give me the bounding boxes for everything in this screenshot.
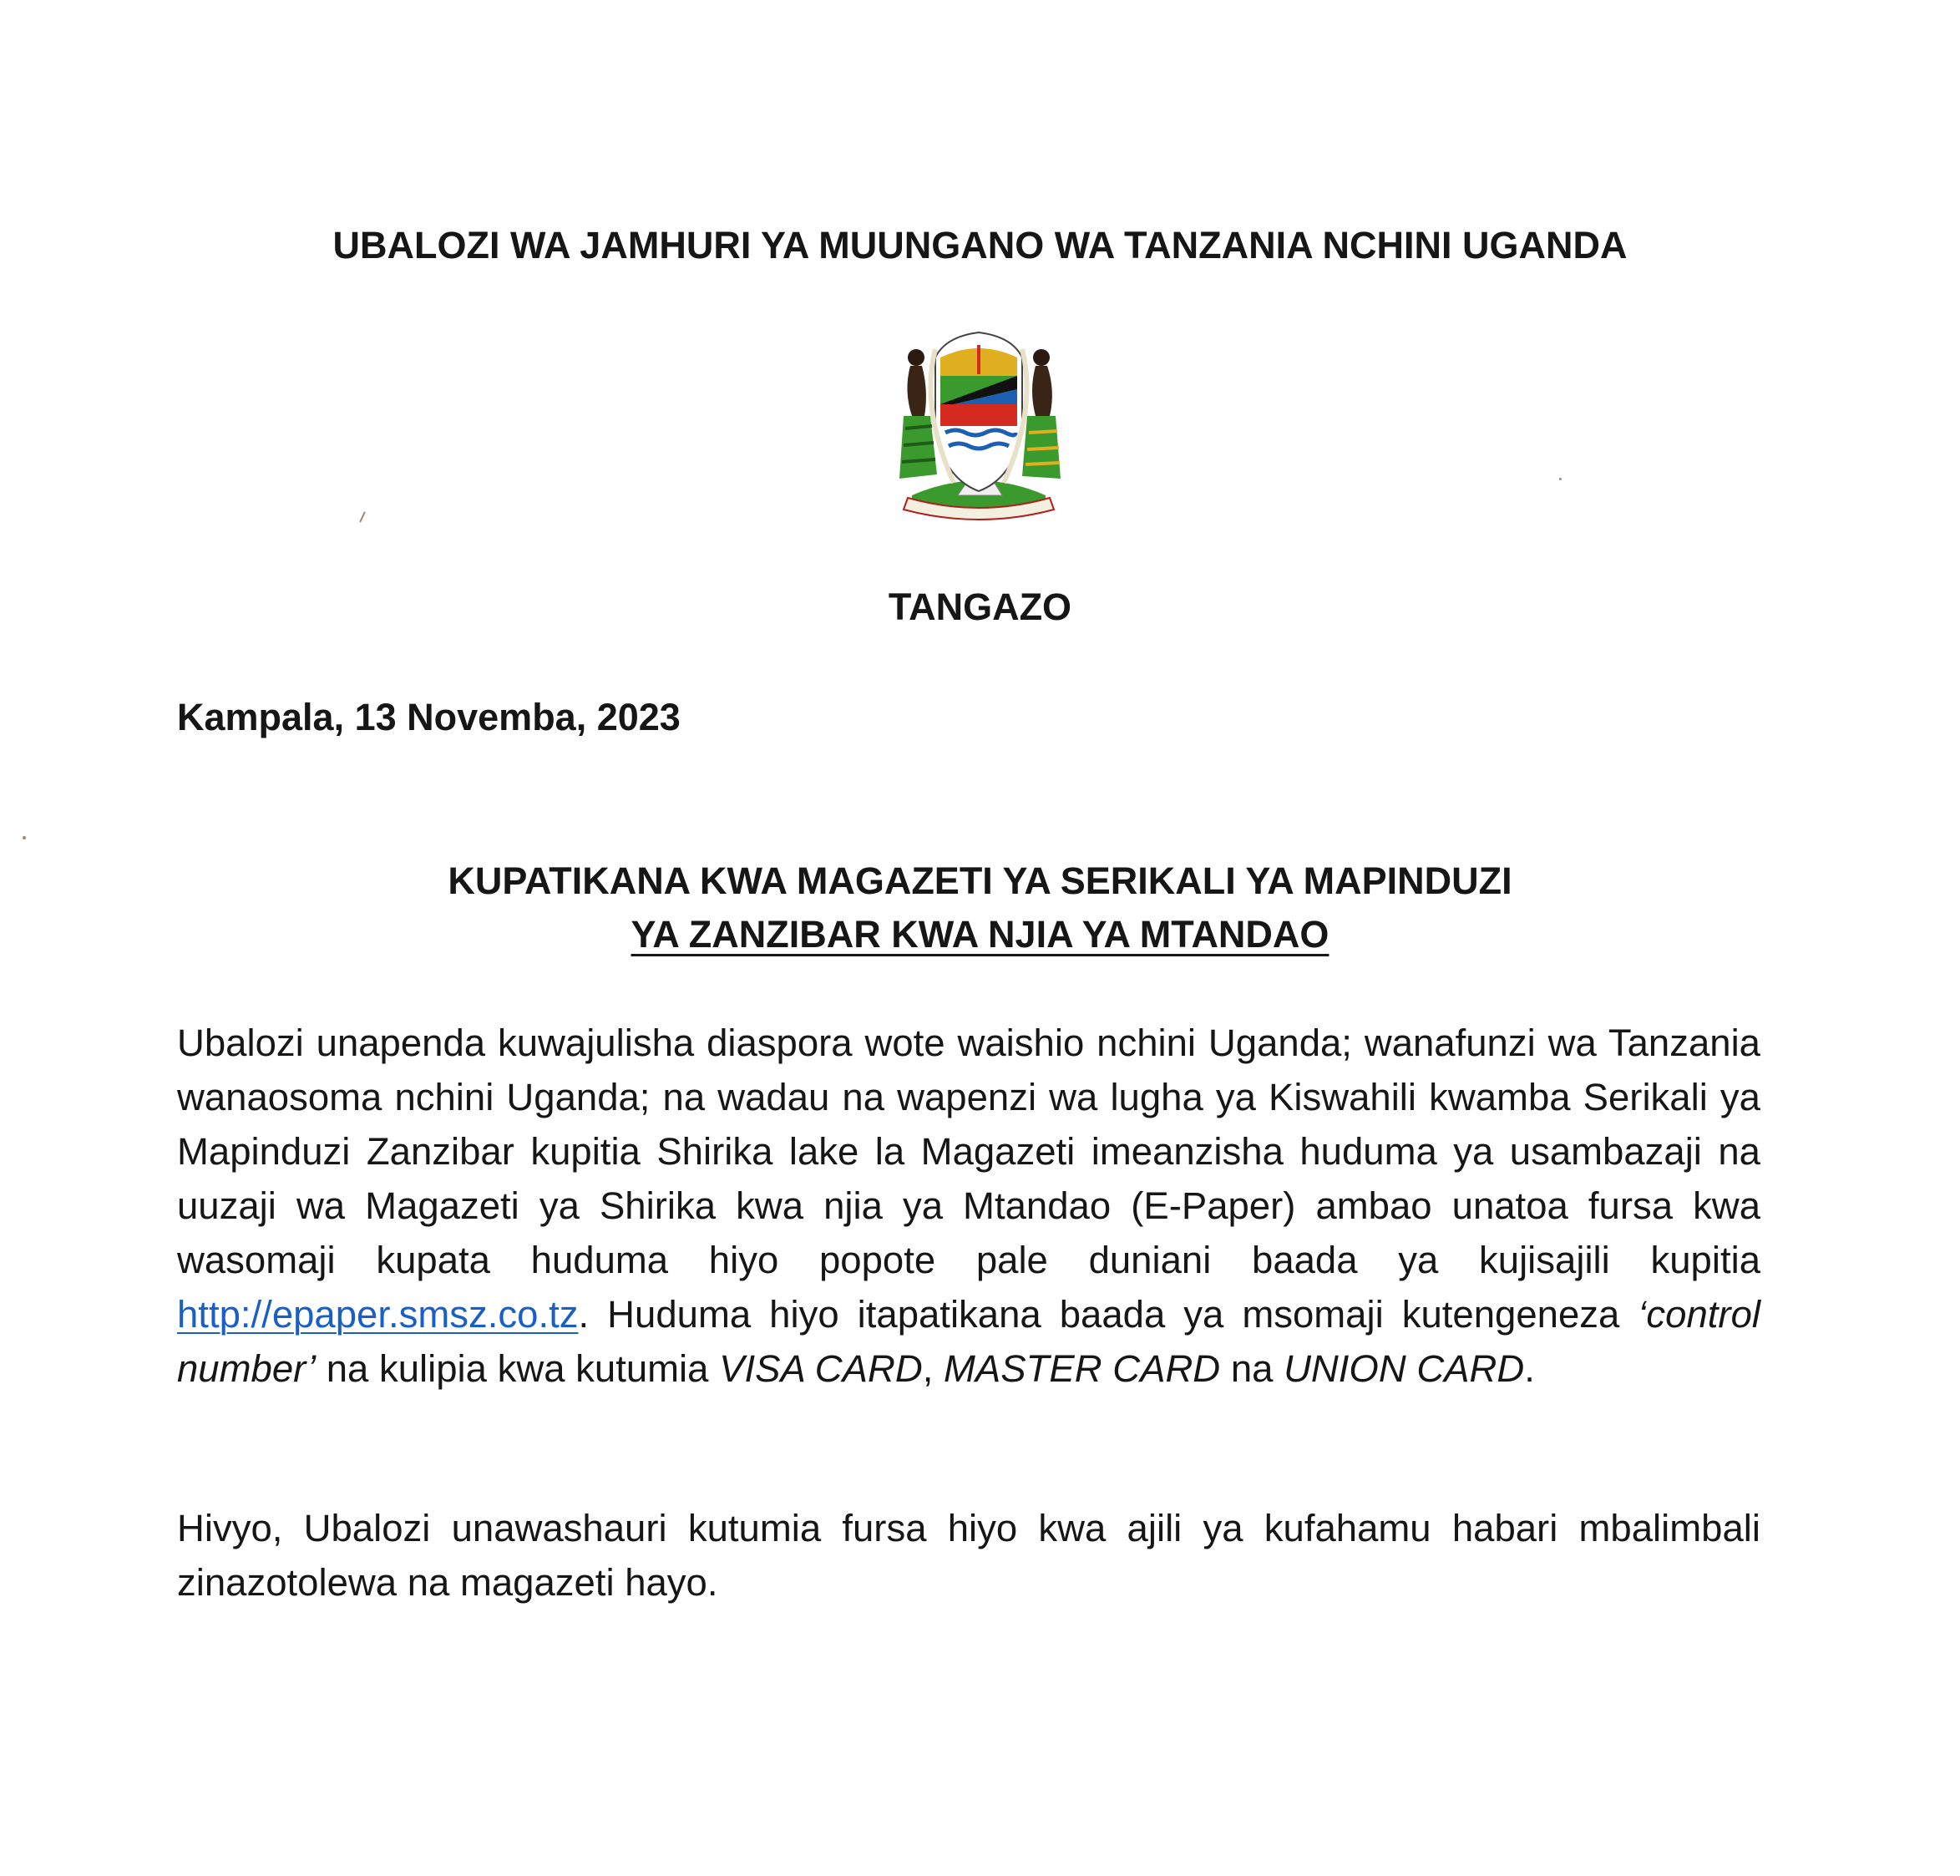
- p1-control-number: ‘control number’: [177, 1293, 1760, 1390]
- scan-speck: [1559, 478, 1562, 480]
- coat-of-arms-emblem: [879, 324, 1079, 525]
- emblem-man-body: [907, 366, 925, 416]
- emblem-shield-red: [940, 404, 1017, 426]
- p1-text-a: Ubalozi unapenda kuwajulisha diaspora wote waishio nchini Uganda; wanafunzi wa Tanzania wanaosoma nchini Uganda; na wadau na wapenzi wa lugha ya Kiswahili kwamba Serikali ya Mapinduzi Zanzibar kupitia Shirika lake la Magazeti imeanzisha huduma ya usambazaji na uuzaji wa Magazeti ya Shirika kwa njia ya Mtandao (E-Paper) ambao unatoa fursa kwa wasomaji kupata huduma hiyo popote pale duniani baada ya kujisajili kupitia: [177, 1022, 1760, 1281]
- emblem-woman-head: [1033, 349, 1050, 366]
- p1-visa-card: VISA CARD: [719, 1347, 923, 1390]
- notice-heading: TANGAZO: [888, 586, 1072, 628]
- subject-line-1: KUPATIKANA KWA MAGAZETI YA SERIKALI YA MAPINDUZI: [448, 859, 1512, 902]
- scan-speck: [23, 836, 26, 839]
- p1-text-b: . Huduma hiyo itapatikana baada ya msomaji kutengeneza: [578, 1293, 1638, 1336]
- p1-union-card: UNION CARD: [1284, 1347, 1525, 1390]
- p1-text-d: ,: [922, 1347, 944, 1390]
- scan-speck: [359, 511, 366, 523]
- body-paragraph-2: Hivyo, Ubalozi unawashauri kutumia fursa hiyo kwa ajili ya kufahamu habari mbalimbali zinazotolewa na magazeti hayo.: [177, 1507, 1760, 1604]
- p1-master-card: MASTER CARD: [944, 1347, 1221, 1390]
- p1-text-c: na kulipia kwa kutumia: [316, 1347, 720, 1390]
- embassy-title: UBALOZI WA JAMHURI YA MUUNGANO WA TANZANIA NCHINI UGANDA: [332, 224, 1628, 266]
- emblem-torch: [977, 345, 980, 374]
- emblem-man-head: [908, 349, 924, 366]
- epaper-link[interactable]: http://epaper.smsz.co.tz: [177, 1293, 579, 1336]
- p1-text-e: na: [1220, 1347, 1284, 1390]
- subject-line-2: YA ZANZIBAR KWA NJIA YA MTANDAO: [631, 913, 1329, 956]
- p1-text-f: .: [1524, 1347, 1535, 1390]
- place-date: Kampala, 13 Novemba, 2023: [177, 696, 681, 738]
- emblem-woman-body: [1032, 366, 1052, 416]
- subject-heading: [0, 854, 1960, 961]
- body-paragraph-1: [177, 1016, 1760, 1396]
